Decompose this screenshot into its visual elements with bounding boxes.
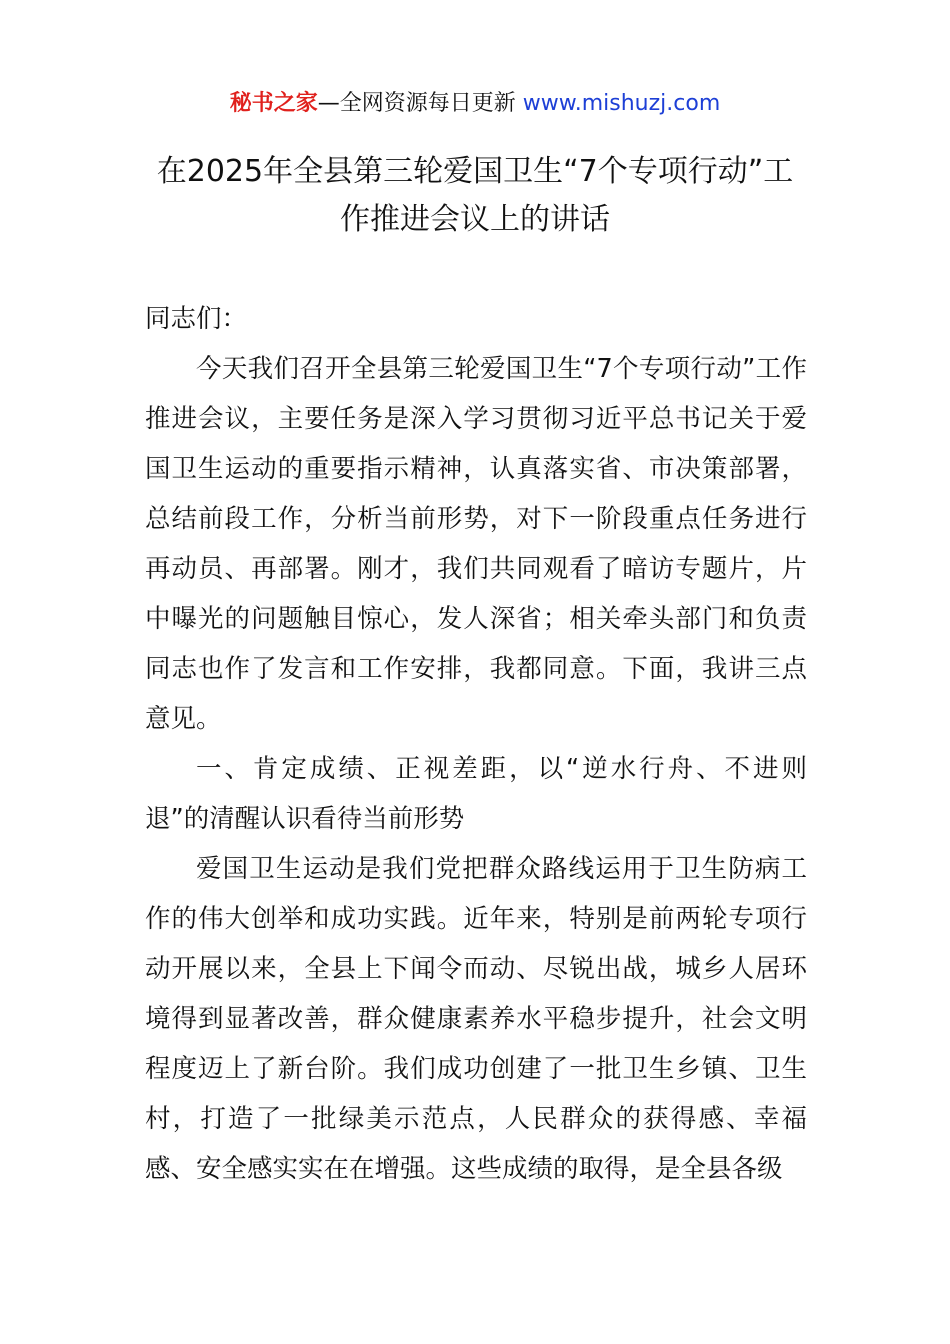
paragraph-intro: 今天我们召开全县第三轮爱国卫生“7个专项行动”工作推进会议，主要任务是深入学习贯彻习近平总书记关于爱国卫生运动的重要指示精神，认真落实省、市决策部署，总结前段工作，分析当前形势，对下一阶段重点任务进行再动员、再部署。刚才，我们共同观看了暗访专题片，片中曝光的问题触目惊心，发人深省；相关牵头部门和负责同志也作了发言和工作安排，我都同意。下面，我讲三点意见。 xyxy=(145,354,807,734)
site-url-link[interactable]: www.mishuzj.com xyxy=(522,91,721,116)
header-slogan: —全网资源每日更新 xyxy=(317,91,523,116)
salutation: 同志们： xyxy=(145,304,248,334)
paragraph-section-1: 爱国卫生运动是我们党把群众路线运用于卫生防病工作的伟大创举和成功实践。近年来，特别是前两轮专项行动开展以来，全县上下闻令而动、尽锐出战，城乡人居环境得到显著改善，群众健康素养水平稳步提升，社会文明程度迈上了新台阶。我们成功创建了一批卫生乡镇、卫生村，打造了一批绿美示范点，人民群众的获得感、幸福感、安全感实实在在增强。这些成绩的取得，是全县各级 xyxy=(145,854,807,1184)
section-heading-1: 一、肯定成绩、正视差距，以“逆水行舟、不进则退”的清醒认识看待当前形势 xyxy=(145,754,807,834)
document-title: 在2025年全县第三轮爱国卫生“7个专项行动”工作推进会议上的讲话 xyxy=(156,154,794,237)
site-header xyxy=(0,88,950,120)
brand-name: 秘书之家 xyxy=(229,91,318,116)
document-body xyxy=(145,294,807,1194)
